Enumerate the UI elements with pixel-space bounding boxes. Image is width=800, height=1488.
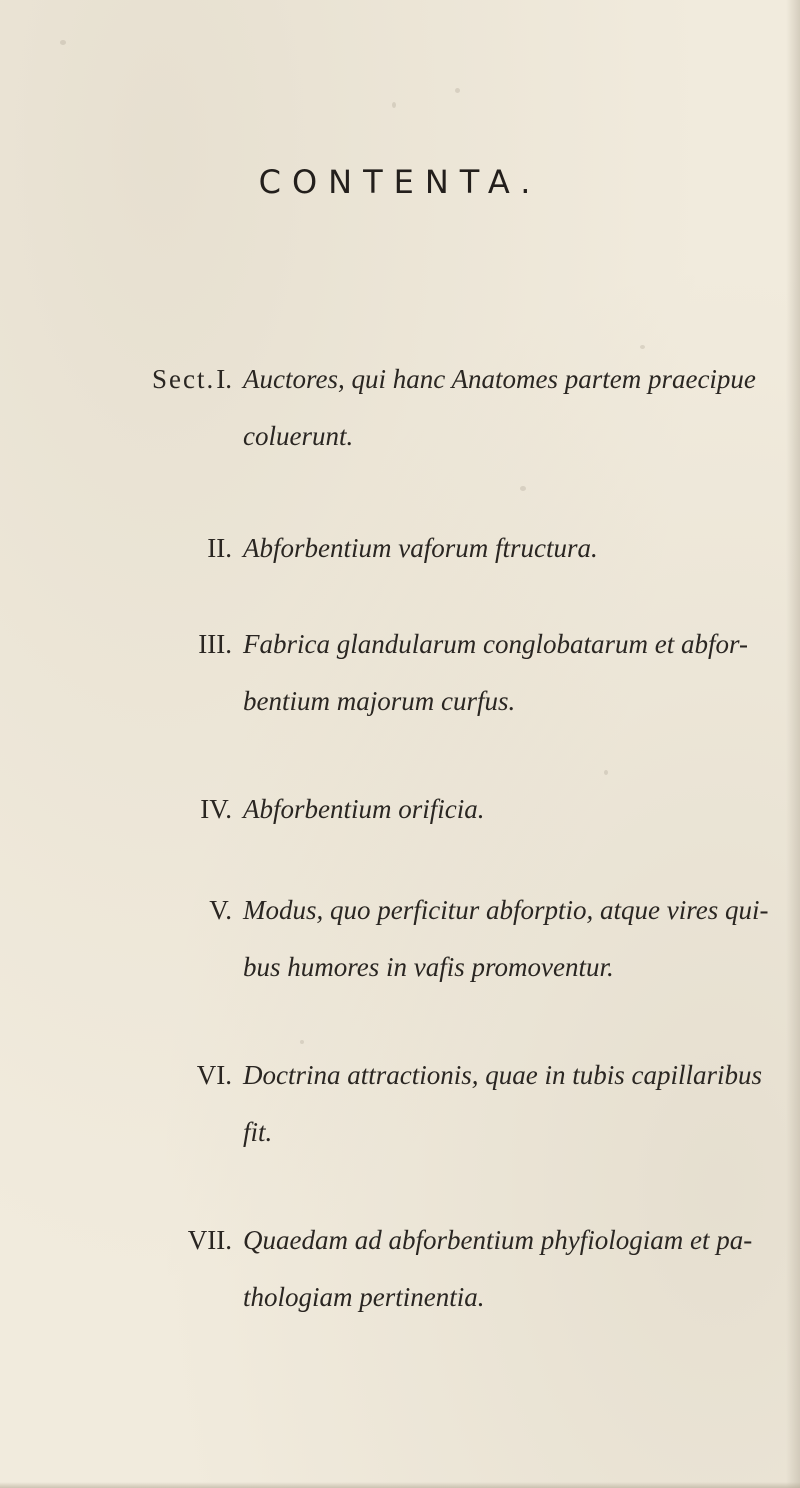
entry-numeral: V. (209, 895, 232, 925)
entry-numeral: VII. (187, 1225, 232, 1255)
entry-numeral: II. (207, 533, 232, 563)
foxing-spot (455, 88, 460, 93)
entry-title-line: Modus, quo perficitur abforptio, atque vires qui- (243, 895, 769, 925)
entry-title-line: Quaedam ad abforbentium phyfiologiam et pa- (243, 1225, 753, 1255)
foxing-spot (604, 770, 608, 775)
entry-numeral: VI. (196, 1060, 232, 1090)
entry-title-line: coluerunt. (243, 421, 354, 451)
entry-title-line: Abforbentium orificia. (243, 794, 485, 824)
page-heading: CONTENTA. (258, 163, 542, 201)
foxing-spot (60, 40, 66, 45)
page-bottom-edge (0, 1482, 800, 1488)
entry-title-line: Abforbentium vaforum ftructura. (243, 533, 598, 563)
foxing-spot (392, 102, 396, 108)
entry-title-line: Fabrica glandularum conglobatarum et abfor- (243, 629, 748, 659)
entry-numeral: I. (216, 364, 232, 394)
entry-title-line: bentium majorum curfus. (243, 686, 516, 716)
entry-title-line: fit. (243, 1117, 273, 1147)
page-edge-shadow (786, 0, 800, 1488)
entry-numeral: III. (198, 629, 232, 659)
section-label: Sect. (152, 364, 216, 394)
entry-title-line: Auctores, qui hanc Anatomes partem praecipue (243, 364, 756, 394)
entry-numeral: IV. (200, 794, 232, 824)
entry-title-line: Doctrina attractionis, quae in tubis capillaribus (243, 1060, 762, 1090)
foxing-spot (300, 1040, 304, 1044)
foxing-spot (640, 345, 645, 349)
entry-title-line: bus humores in vafis promoventur. (243, 952, 614, 982)
foxing-spot (520, 486, 526, 491)
entry-title-line: thologiam pertinentia. (243, 1282, 485, 1312)
